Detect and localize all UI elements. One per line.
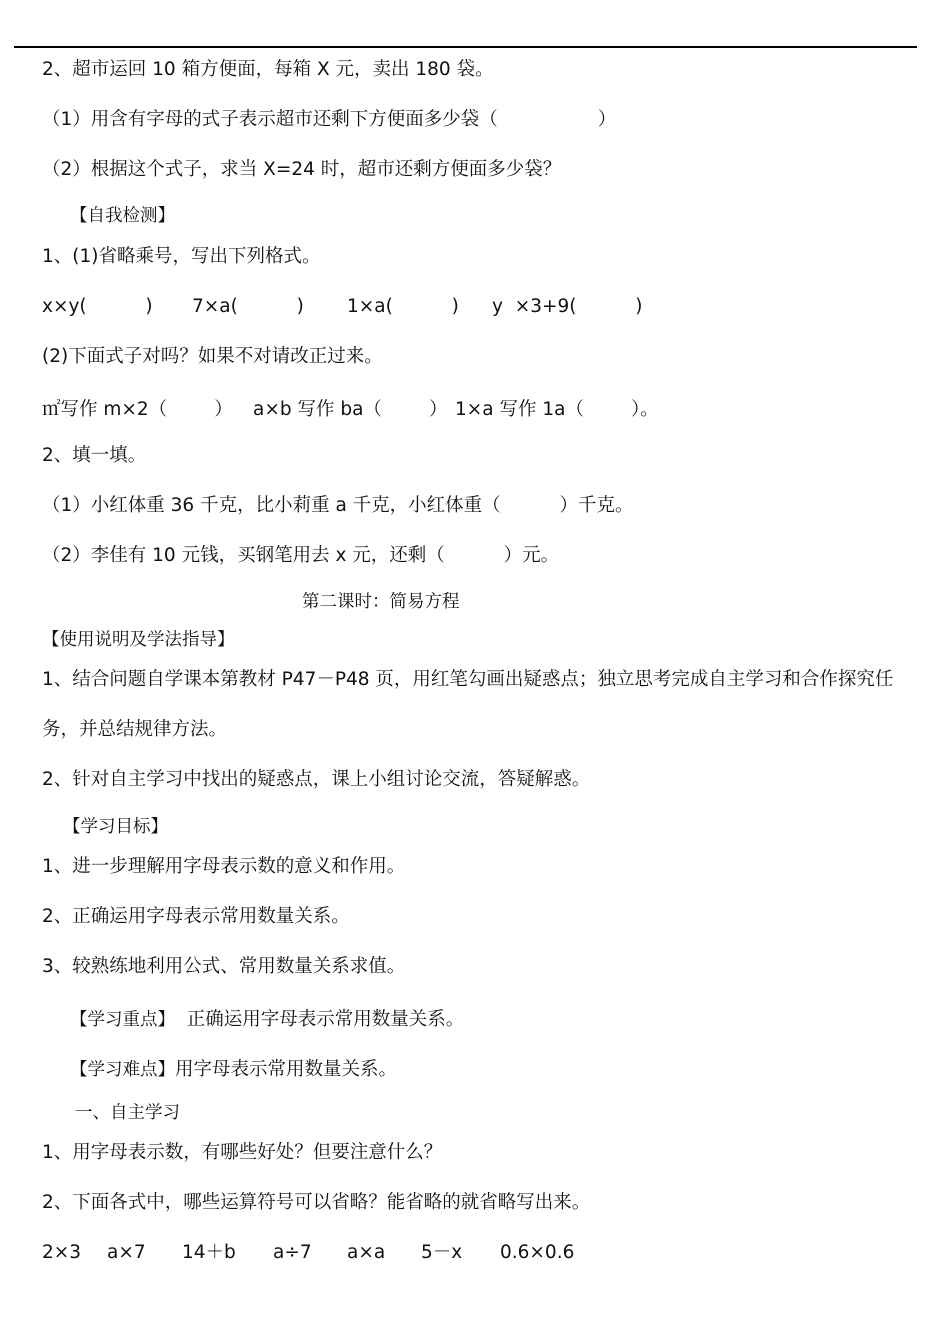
key-point-text: 正确运用字母表示常用数量关系。 [175, 1009, 465, 1030]
section-heading-instructions: 【使用说明及学法指导】 [42, 630, 235, 650]
self-study-question-1: 1、用字母表示数，有哪些好处？但要注意什么？ [42, 1142, 443, 1163]
objective-2: 2、正确运用字母表示常用数量关系。 [42, 906, 350, 927]
check-1-item-d: y ×3+9( ) [492, 296, 643, 317]
lesson-title: 第二课时：简易方程 [302, 592, 460, 612]
instruction-1-line-1: 1、结合问题自学课本第教材 P47－P48 页，用红笔勾画出疑惑点；独立思考完成自主学习和合作探究任 [42, 669, 894, 690]
check-2-part-2: （2）李佳有 10 元钱，买钢笔用去 x 元，还剩（ ）元。 [42, 545, 560, 566]
check-1-instruction: 1、(1)省略乘号，写出下列格式。 [42, 246, 321, 267]
header-rule [14, 46, 917, 48]
check-2-item-b: a×b 写作 ba（ ） [253, 399, 448, 420]
difficulty-text: 用字母表示常用数量关系。 [175, 1059, 398, 1080]
key-point-row [70, 1008, 464, 1032]
expression-item: a÷7 [273, 1242, 312, 1263]
expression-item: 2×3 [42, 1242, 82, 1263]
difficulty-row [70, 1058, 397, 1082]
check-1-item-a: x×y( ) [42, 296, 153, 317]
objective-1: 1、进一步理解用字母表示数的意义和作用。 [42, 856, 406, 877]
section-heading-objectives: 【学习目标】 [63, 817, 168, 837]
check-1-part-2: (2)下面式子对吗？如果不对请改正过来。 [42, 346, 383, 367]
expression-item: 5－x [421, 1242, 463, 1263]
section-heading-difficulty: 【学习难点】 [70, 1060, 175, 1080]
check-2-item-c: 1×a 写作 1a（ ）。 [455, 399, 659, 420]
expression-item: 14＋b [182, 1242, 236, 1263]
check-1-item-c: 1×a( ) [347, 296, 459, 317]
check-1-item-b: 7×a( ) [192, 296, 304, 317]
check-2-part-1: （1）小红体重 36 千克，比小莉重 a 千克，小红体重（ ）千克。 [42, 495, 634, 516]
check-2-item-a: ㎡写作 m×2（ ） [42, 399, 233, 420]
section-heading-self-study: 一、自主学习 [75, 1103, 180, 1123]
section-heading-self-check: 【自我检测】 [70, 206, 175, 226]
expression-item: 0.6×0.6 [500, 1242, 575, 1263]
problem-2-statement: 2、超市运回 10 箱方便面，每箱 X 元，卖出 180 袋。 [42, 59, 494, 80]
self-study-question-2: 2、下面各式中，哪些运算符号可以省略？能省略的就省略写出来。 [42, 1192, 591, 1213]
problem-2-part-2: （2）根据这个式子，求当 X=24 时，超市还剩方便面多少袋？ [42, 159, 562, 180]
expression-item: a×7 [107, 1242, 146, 1263]
instruction-1-line-2: 务，并总结规律方法。 [42, 719, 228, 740]
section-heading-key-point: 【学习重点】 [70, 1010, 175, 1030]
problem-2-part-1: （1）用含有字母的式子表示超市还剩下方便面多少袋（ ） [42, 109, 617, 130]
check-2-instruction: 2、填一填。 [42, 445, 147, 466]
objective-3: 3、较熟练地利用公式、常用数量关系求值。 [42, 956, 406, 977]
expression-item: a×a [347, 1242, 386, 1263]
instruction-2: 2、针对自主学习中找出的疑惑点，课上小组讨论交流，答疑解惑。 [42, 769, 591, 790]
